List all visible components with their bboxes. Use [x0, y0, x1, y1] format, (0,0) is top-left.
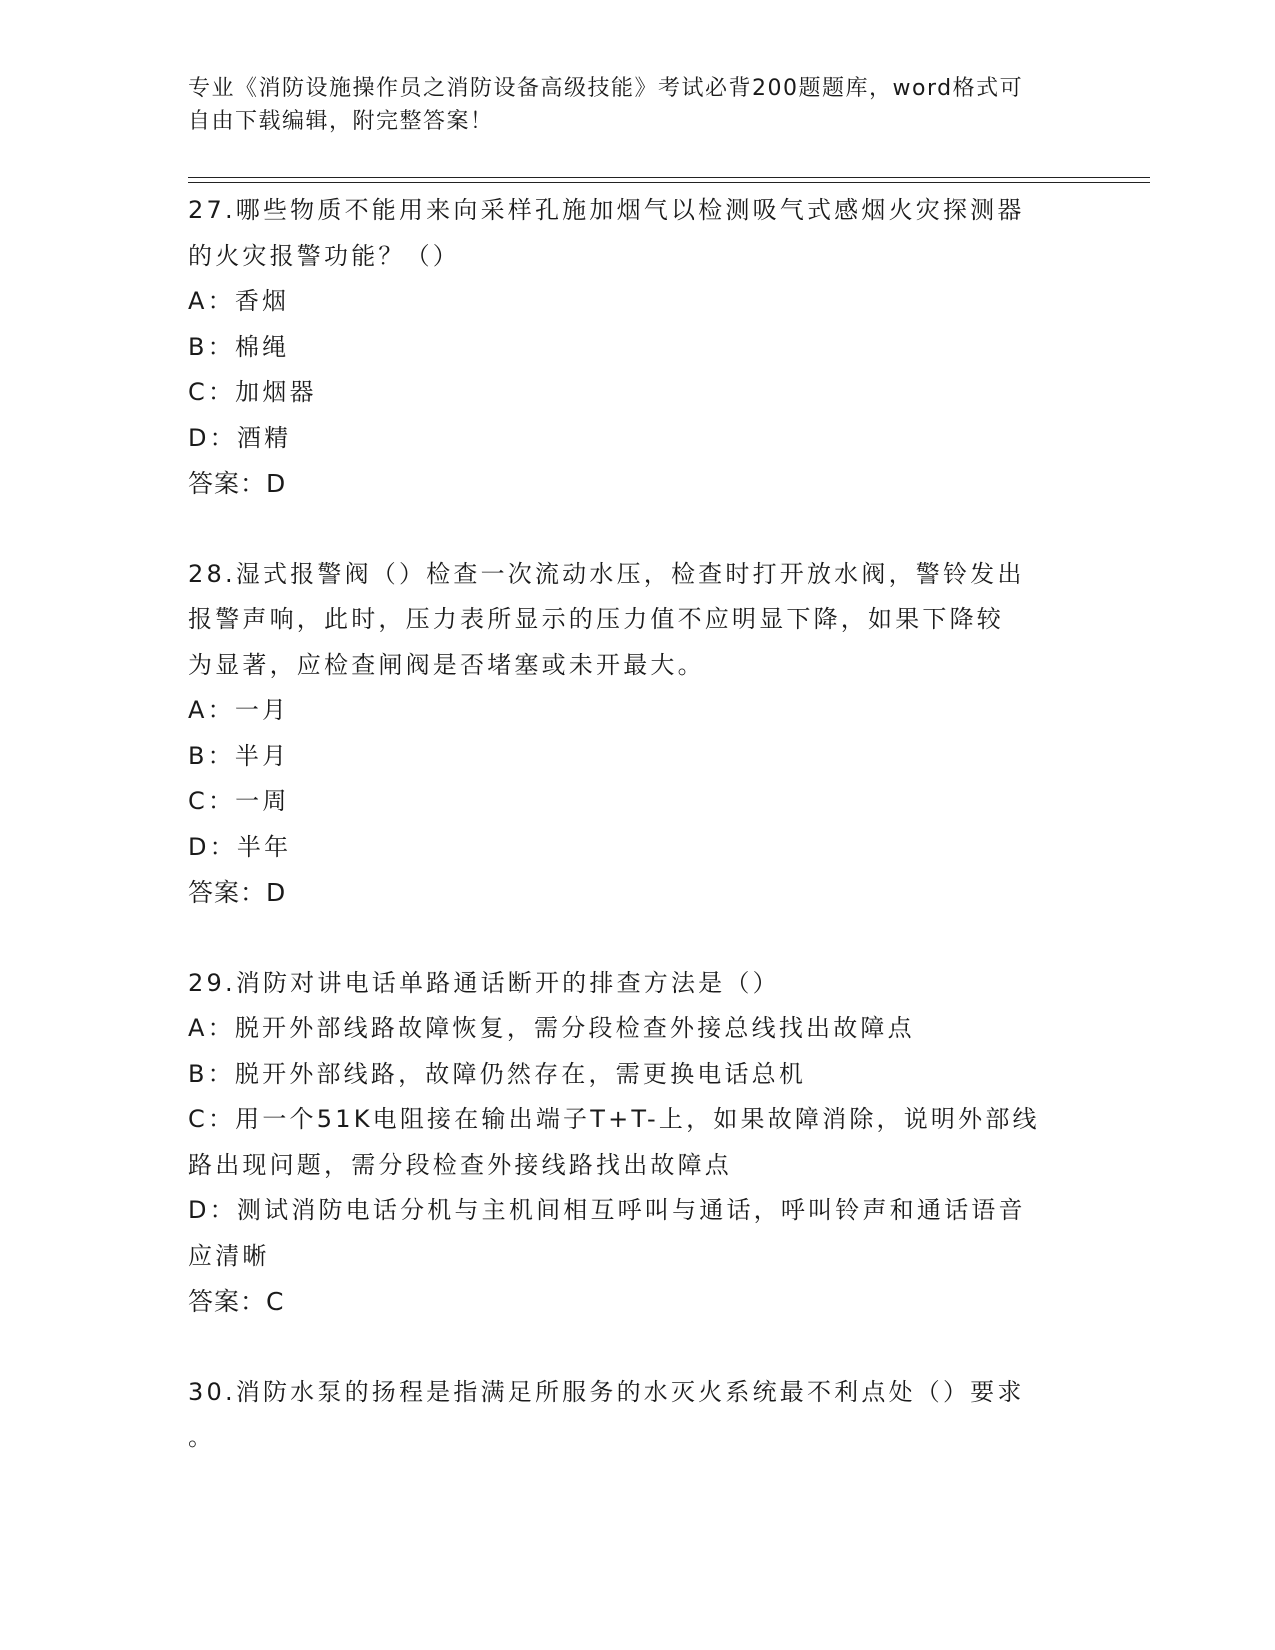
option-c: C：用一个51K电阻接在输出端子T+T-上，如果故障消除，说明外部线	[188, 1105, 1040, 1133]
question-text: 。	[188, 1423, 216, 1451]
question-text: 29.消防对讲电话单路通话断开的排查方法是（）	[188, 968, 780, 997]
answer: 答案：D	[188, 469, 287, 498]
option-c: C：一周	[188, 787, 290, 815]
question-text: 28.湿式报警阀（）检查一次流动水压，检查时打开放水阀，警铃发出	[188, 559, 1025, 588]
option-b: B：半月	[188, 741, 290, 770]
option-c-continued: 路出现问题，需分段检查外接线路找出故障点	[188, 1150, 732, 1179]
header-divider-top	[188, 177, 1150, 178]
option-a: A：脱开外部线路故障恢复，需分段检查外接总线找出故障点	[188, 1014, 915, 1042]
option-a: A：香烟	[188, 287, 290, 315]
question-text: 报警声响，此时，压力表所显示的压力值不应明显下降，如果下降较	[188, 605, 1004, 633]
option-d: D：半年	[188, 832, 292, 861]
question-30	[188, 1370, 1088, 1461]
answer: 答案：D	[188, 878, 287, 907]
option-d: D：测试消防电话分机与主机间相互呼叫与通话，呼叫铃声和通话语音	[188, 1196, 1026, 1224]
option-a: A：一月	[188, 696, 290, 724]
header-line-1: 专业《消防设施操作员之消防设备高级技能》考试必背200题题库，word格式可	[188, 76, 1024, 101]
header-line-2: 自由下载编辑，附完整答案！	[188, 109, 494, 134]
header-divider-bottom	[188, 182, 1150, 183]
question-28	[188, 552, 1088, 916]
option-d: D：酒精	[188, 423, 292, 452]
question-text: 30.消防水泵的扬程是指满足所服务的水灭火系统最不利点处（）要求	[188, 1377, 1025, 1406]
question-text: 27.哪些物质不能用来向采样孔施加烟气以检测吸气式感烟火灾探测器	[188, 196, 1025, 224]
answer: 答案：C	[188, 1287, 285, 1316]
document-header	[188, 72, 1088, 138]
question-text: 为显著，应检查闸阀是否堵塞或未开最大。	[188, 650, 705, 679]
question-list	[188, 188, 1088, 1506]
option-d-continued: 应清晰	[188, 1241, 270, 1270]
option-b: B：棉绳	[188, 332, 290, 361]
question-27	[188, 188, 1088, 507]
option-b: B：脱开外部线路，故障仍然存在，需更换电话总机	[188, 1059, 807, 1088]
question-text: 的火灾报警功能？（）	[188, 241, 460, 270]
question-29	[188, 961, 1088, 1325]
option-c: C：加烟器	[188, 378, 317, 406]
